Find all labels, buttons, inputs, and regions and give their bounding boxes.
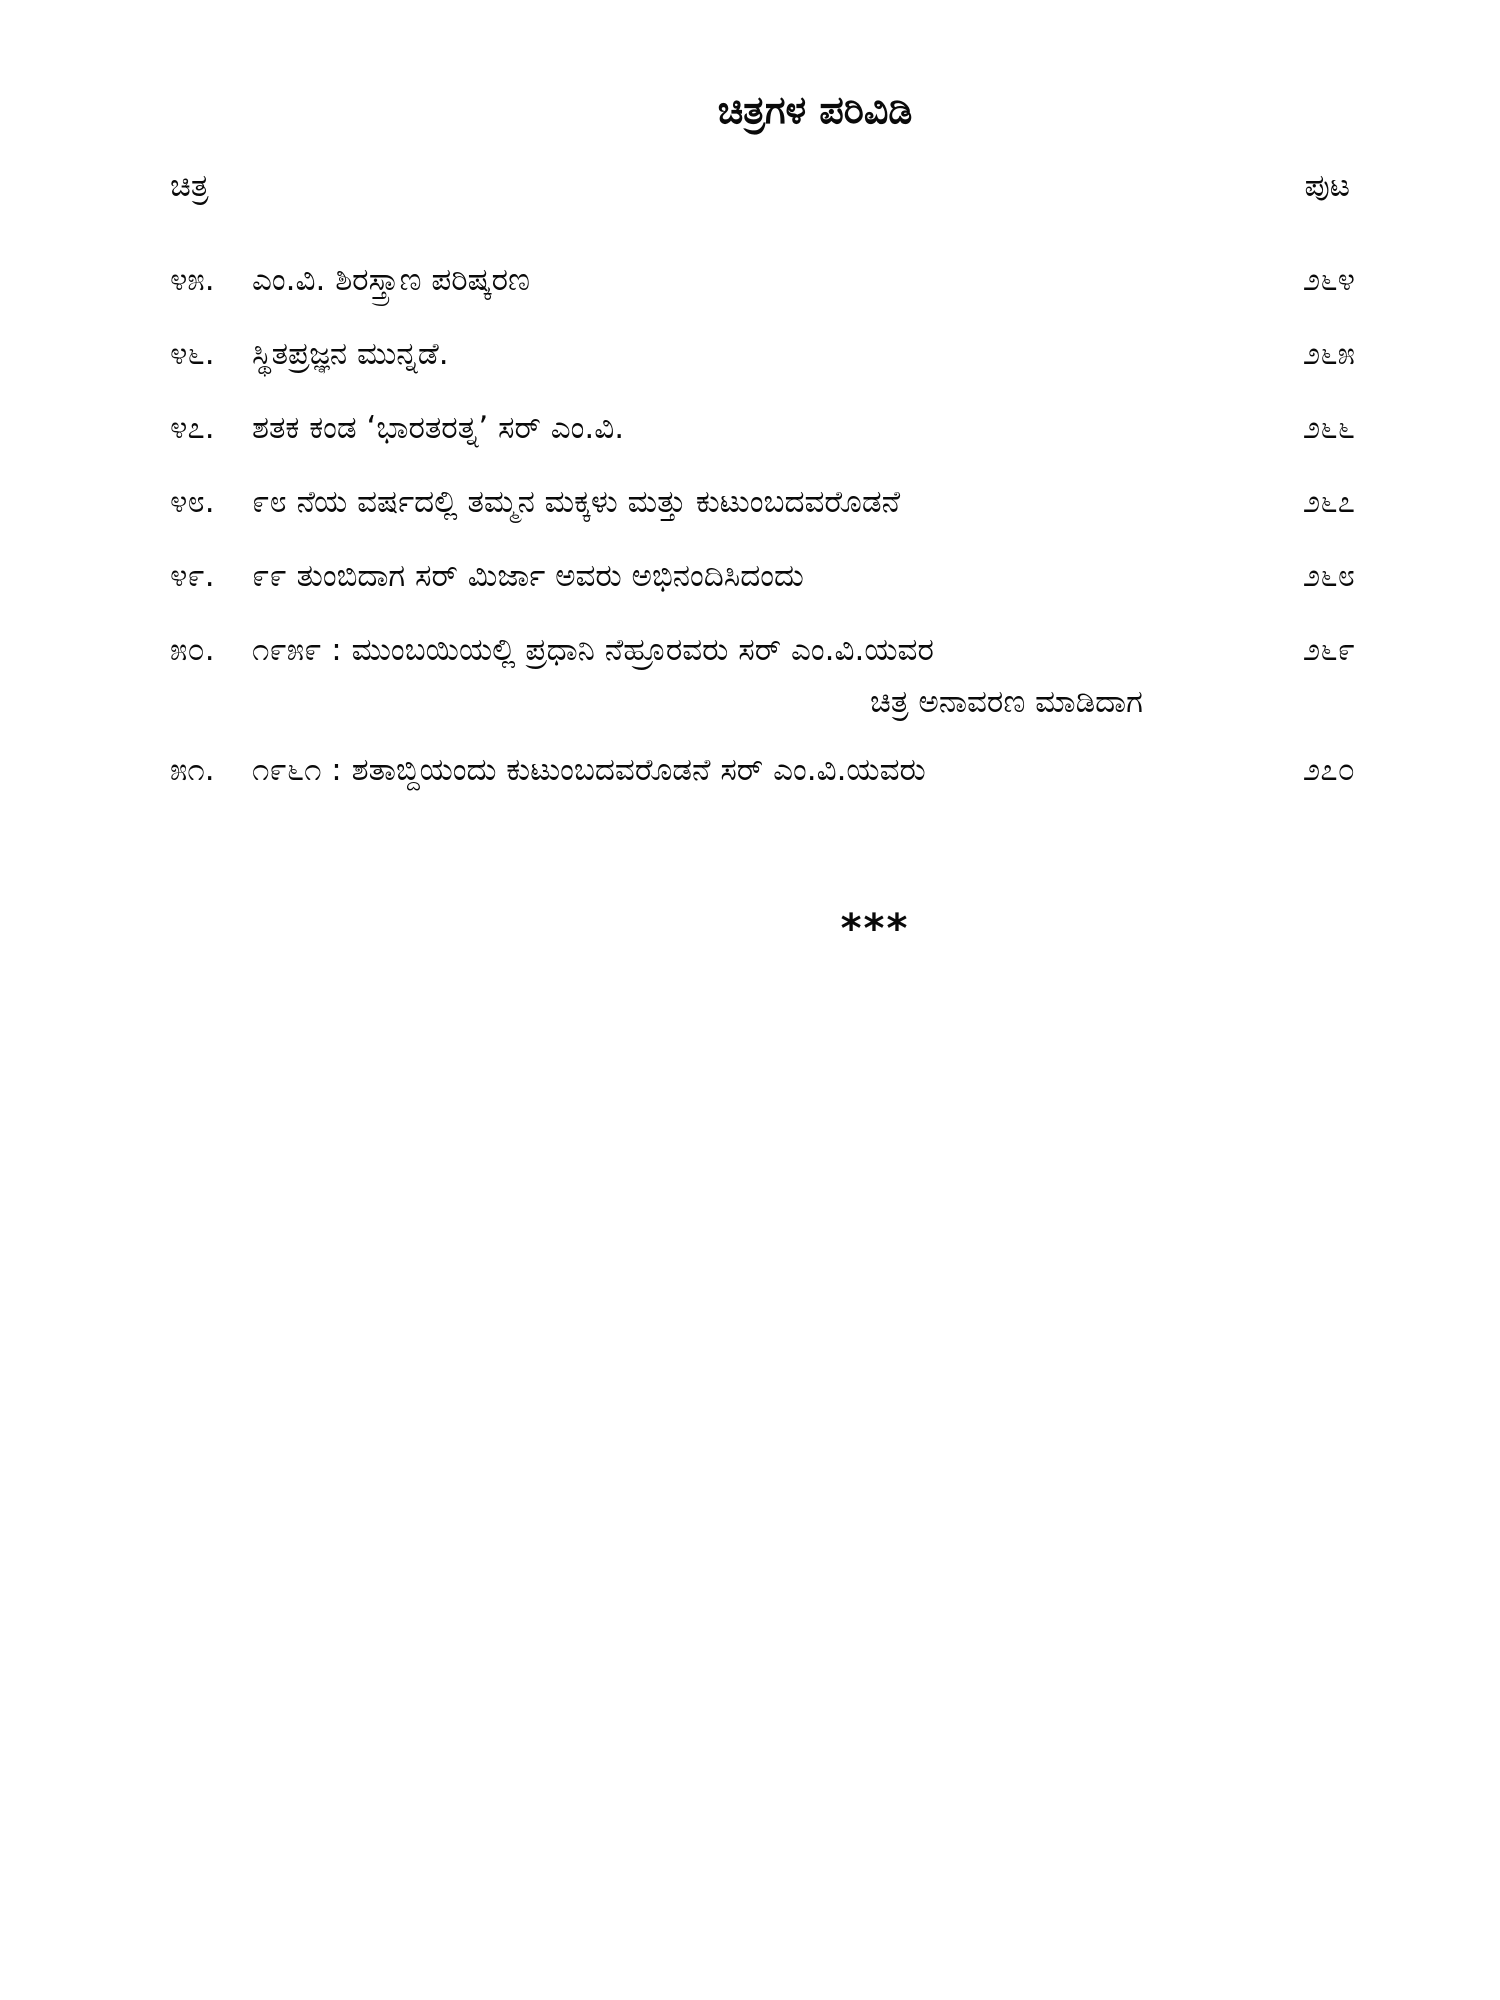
list-item [170,630,1355,750]
column-header-page: ಪುಟ [1304,168,1350,204]
section-end-mark: *** [840,906,910,952]
figure-caption: ಶತಕ ಕಂಡ ‘ಭಾರತರತ್ನ’ ಸರ್ ಎಂ.ವಿ. [252,410,625,446]
figure-number: ೪೬. [170,336,215,372]
figure-list [170,260,1355,824]
column-header-figure: ಚಿತ್ರ [170,168,209,204]
page-number: ೨೬೫ [1302,336,1355,372]
list-item [170,260,1355,334]
figure-caption: ೯೯ ತುಂಬಿದಾಗ ಸರ್ ಮಿರ್ಜಾ ಅವರು ಅಭಿನಂದಿಸಿದಂದು [252,558,804,594]
page-number: ೨೬೪ [1302,262,1355,298]
figure-number: ೪೯. [170,558,215,594]
page-number: ೨೬೮ [1302,558,1355,594]
list-item [170,482,1355,556]
figure-caption: ೧೯೬೧ : ಶತಾಬ್ದಿಯಂದು ಕುಟುಂಬದವರೊಡನೆ ಸರ್ ಎಂ.ವಿ.ಯವರು [252,752,926,788]
figure-caption: ೯೮ ನೆಯ ವರ್ಷದಲ್ಲಿ ತಮ್ಮನ ಮಕ್ಕಳು ಮತ್ತು ಕುಟುಂಬದವರೊಡನೆ [252,484,901,520]
figure-number: ೫೧. [170,752,215,788]
page-number: ೨೬೭ [1302,484,1355,520]
list-item [170,408,1355,482]
list-item [170,556,1355,630]
page-number: ೨೬೬ [1302,410,1355,446]
page-title: ಚಿತ್ರಗಳ ಪರಿವಿಡಿ [717,88,913,132]
figure-caption: ಎಂ.ವಿ. ಶಿರಸ್ತ್ರಾಣ ಪರಿಷ್ಕರಣ [252,262,531,298]
page-number: ೨೬೯ [1302,632,1355,668]
page-number: ೨೭೦ [1302,752,1355,788]
list-item [170,750,1355,824]
figure-number: ೪೮. [170,484,215,520]
figure-number: ೪೫. [170,262,215,298]
list-item [170,334,1355,408]
figure-number: ೫೦. [170,632,215,668]
figure-number: ೪೭. [170,410,215,446]
figure-caption: ಸ್ಥಿತಪ್ರಜ್ಞನ ಮುನ್ನಡೆ. [252,336,449,372]
figure-caption: ೧೯೫೯ : ಮುಂಬಯಿಯಲ್ಲಿ ಪ್ರಧಾನಿ ನೆಹ್ರೂರವರು ಸರ್ ಎಂ.ವಿ.ಯವರ [252,632,934,668]
figure-caption-continuation: ಚಿತ್ರ ಅನಾವರಣ ಮಾಡಿದಾಗ [870,684,1143,720]
